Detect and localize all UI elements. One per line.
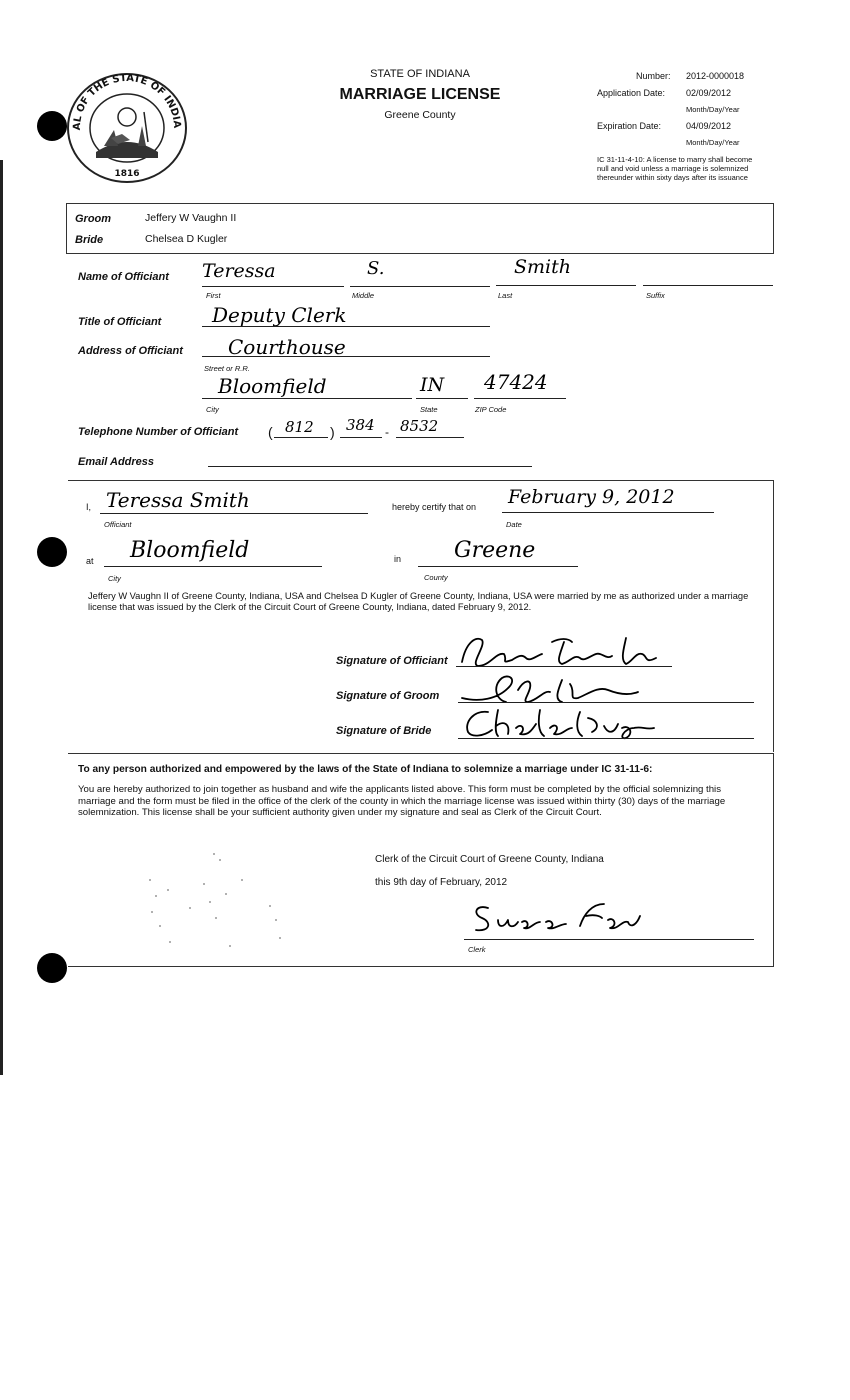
county-sub: County bbox=[424, 573, 448, 582]
groom-signature-label: Signature of Groom bbox=[336, 690, 440, 702]
suffix-sub: Suffix bbox=[646, 291, 665, 300]
punch-hole-top bbox=[37, 111, 67, 141]
middle-sub: Middle bbox=[352, 291, 375, 300]
email-line bbox=[208, 466, 532, 467]
marriage-city-line bbox=[104, 566, 322, 567]
at-label: at bbox=[86, 556, 94, 566]
state-heading: STATE OF INDIANA bbox=[370, 68, 470, 80]
officiant-city-line bbox=[202, 398, 412, 399]
application-date-label: Application Date: bbox=[597, 88, 666, 98]
marriage-city-sub: City bbox=[108, 574, 121, 583]
application-date: 02/09/2012 bbox=[686, 88, 732, 98]
expiration-date-label: Expiration Date: bbox=[597, 121, 662, 131]
phone-line: 8532 bbox=[400, 417, 439, 435]
document-title: MARRIAGE LICENSE bbox=[339, 86, 501, 103]
state-sub: State bbox=[420, 405, 438, 414]
marriage-county-line bbox=[418, 566, 578, 567]
officiant-middle-name: S. bbox=[367, 258, 385, 279]
marriage-county: Greene bbox=[454, 538, 536, 563]
officiant-title-line bbox=[202, 326, 490, 327]
bride-signature bbox=[458, 704, 668, 742]
groom-name: Jeffery W Vaughn II bbox=[145, 212, 237, 224]
phone-area-code: 812 bbox=[285, 418, 314, 436]
officiant-middle-line bbox=[350, 286, 490, 287]
officiant-sub: Officiant bbox=[104, 520, 132, 529]
certify-officiant-line bbox=[100, 513, 368, 514]
officiant-title-label: Title of Officiant bbox=[78, 316, 162, 328]
certify-text: hereby certify that on bbox=[392, 502, 477, 512]
expiration-date: 04/09/2012 bbox=[686, 121, 732, 131]
bride-name: Chelsea D Kugler bbox=[145, 233, 228, 245]
clerk-sub: Clerk bbox=[468, 945, 486, 954]
authorization-heading: To any person authorized and empowered by the laws of the State of Indiana to solemnize a marriage under IC 31-11-6: bbox=[78, 764, 653, 775]
officiant-signature-label: Signature of Officiant bbox=[336, 655, 448, 667]
first-sub: First bbox=[206, 291, 221, 300]
officiant-last-line bbox=[496, 285, 636, 286]
marriage-date: February 9, 2012 bbox=[508, 486, 675, 508]
authorization-right-border bbox=[773, 753, 774, 966]
in-label: in bbox=[394, 554, 402, 564]
phone-area-line bbox=[274, 437, 328, 438]
groom-label: Groom bbox=[75, 213, 112, 225]
last-sub: Last bbox=[498, 291, 513, 300]
certify-officiant-name: Teressa Smith bbox=[106, 488, 250, 512]
city-sub: City bbox=[206, 405, 219, 414]
certificate-right-border bbox=[773, 480, 774, 752]
officiant-signature-line bbox=[456, 666, 672, 667]
seal-year: 1816 bbox=[114, 169, 140, 179]
officiant-zip: 47424 bbox=[484, 370, 548, 394]
authorization-top-border bbox=[68, 753, 774, 754]
street-sub: Street or R.R. bbox=[204, 364, 250, 373]
statute-note: IC 31-11-4-10: A license to marry shall become null and void unless a marriage is solemnized thereunder within sixty days after its issuance bbox=[597, 155, 753, 182]
phone-prefix: 384 bbox=[346, 416, 375, 434]
license-number: 2012-0000018 bbox=[686, 71, 745, 81]
parties-box bbox=[66, 203, 774, 254]
date-sub: Date bbox=[506, 520, 522, 529]
clerk-signature bbox=[468, 898, 648, 938]
expiration-date-format: Month/Day/Year bbox=[686, 138, 740, 147]
county-heading: Greene County bbox=[384, 109, 456, 121]
officiant-state: IN bbox=[420, 374, 445, 396]
phone-dash: - bbox=[385, 425, 389, 439]
officiant-title: Deputy Clerk bbox=[212, 303, 347, 327]
marriage-statement: Jeffery W Vaughn II of Greene County, Indiana, USA and Chelsea D Kugler of Greene County, Indiana, USA were married by me as authorized under a marriage license that was issued by the Clerk of the Circuit Court of Greene County, Indiana, dated February 9, 2012. bbox=[88, 591, 749, 612]
bride-label: Bride bbox=[75, 234, 104, 246]
phone-prefix-line bbox=[340, 437, 382, 438]
authorization-body: You are hereby authorized to join together as husband and wife the applicants listed above. This form must be completed by the official solemnizing this marriage and the form must be filed in the office of the clerk of the county in which the marriage license was issued within thirty (30) days of the marriage solemnization. This license shall be your sufficient authority given under my signature and seal as Clerk of the Circuit Court. bbox=[78, 784, 726, 818]
marriage-city: Bloomfield bbox=[130, 538, 250, 563]
marriage-date-line bbox=[502, 512, 714, 513]
issued-date: this 9th day of February, 2012 bbox=[375, 877, 508, 888]
officiant-street: Courthouse bbox=[228, 335, 346, 359]
certify-i-prefix: I, bbox=[86, 502, 92, 512]
officiant-address-label: Address of Officiant bbox=[78, 345, 183, 357]
officiant-first-name: Teressa bbox=[202, 260, 276, 282]
zip-sub: ZIP Code bbox=[475, 405, 507, 414]
officiant-first-line bbox=[202, 286, 344, 287]
punch-hole-middle bbox=[37, 537, 67, 567]
number-label: Number: bbox=[636, 71, 671, 81]
punch-hole-bottom bbox=[37, 953, 67, 983]
embossed-seal-impression bbox=[130, 850, 310, 960]
officiant-city: Bloomfield bbox=[218, 374, 327, 398]
officiant-name-label: Name of Officiant bbox=[78, 271, 169, 283]
state-seal bbox=[66, 72, 188, 184]
phone-close-paren: ) bbox=[330, 424, 335, 440]
clerk-signature-line bbox=[464, 939, 754, 940]
officiant-street-line bbox=[202, 356, 490, 357]
officiant-suffix-line bbox=[643, 285, 773, 286]
officiant-state-line bbox=[416, 398, 468, 399]
email-label: Email Address bbox=[78, 456, 155, 468]
application-date-format: Month/Day/Year bbox=[686, 105, 740, 114]
certificate-top-border bbox=[68, 480, 774, 481]
phone-open-paren: ( bbox=[268, 424, 273, 440]
groom-signature bbox=[458, 672, 658, 706]
officiant-last-name: Smith bbox=[514, 256, 571, 278]
groom-signature-line bbox=[458, 702, 754, 703]
phone-line-line bbox=[396, 437, 464, 438]
left-edge-bar bbox=[0, 160, 3, 1075]
bride-signature-label: Signature of Bride bbox=[336, 725, 432, 737]
bride-signature-line bbox=[458, 738, 754, 739]
clerk-of-court: Clerk of the Circuit Court of Greene County, Indiana bbox=[375, 854, 604, 865]
officiant-phone-label: Telephone Number of Officiant bbox=[78, 426, 239, 438]
seal-text: AL OF THE STATE OF INDIA bbox=[71, 72, 183, 131]
authorization-bottom-border bbox=[68, 966, 774, 967]
svg-text:SEAL OF THE STATE OF INDIANA bbox=[66, 72, 182, 131]
officiant-zip-line bbox=[474, 398, 566, 399]
